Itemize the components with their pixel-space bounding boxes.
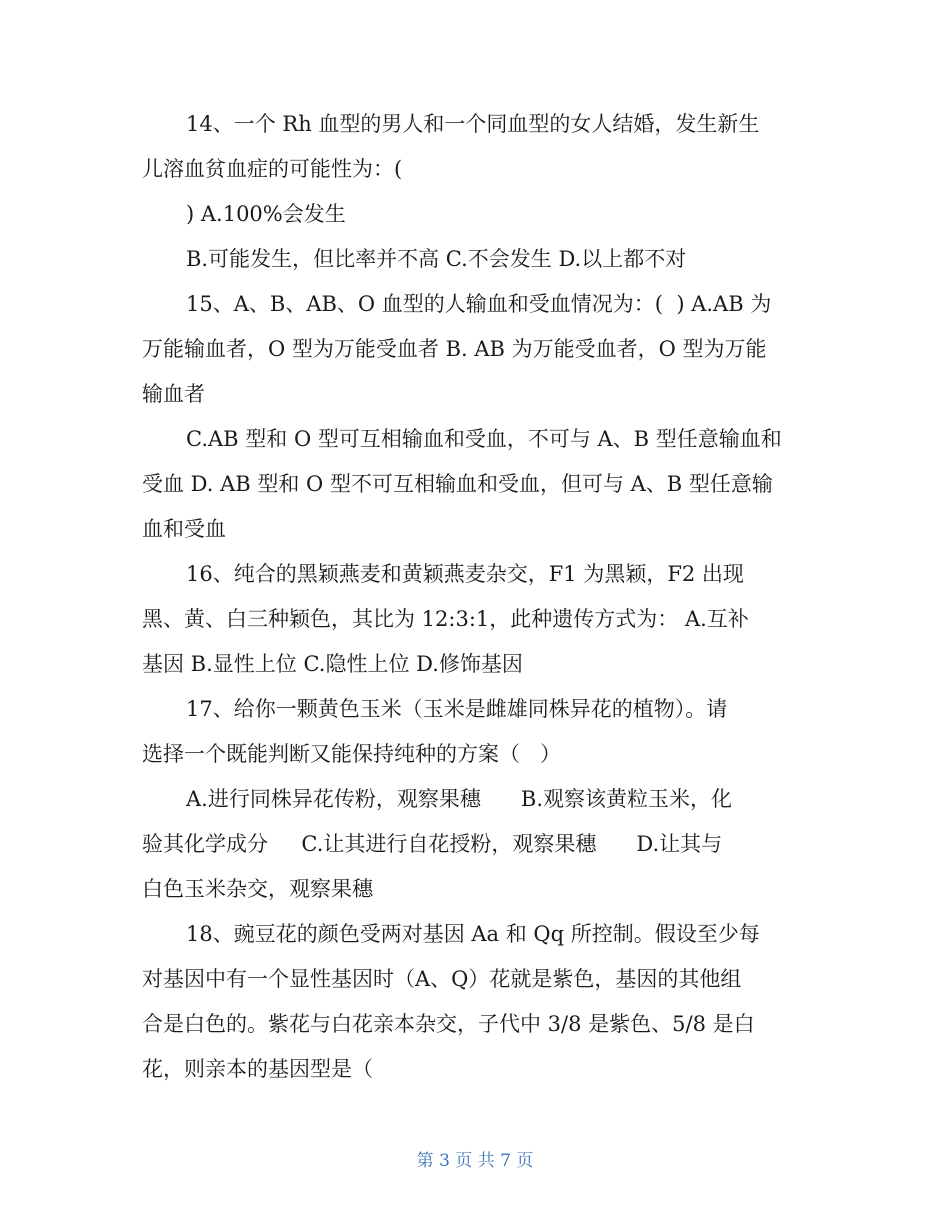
text-line: 验其化学成分 C.让其进行自花授粉，观察果穗 D.让其与 — [142, 832, 723, 856]
text-line: 18、豌豆花的颜色受两对基因 Aa 和 Qq 所控制。假设至少每 — [186, 922, 760, 946]
text-line: 万能输血者，O 型为万能受血者 B. AB 为万能受血者，O 型为万能 — [142, 337, 767, 361]
text-line: B.可能发生，但比率并不高 C.不会发生 D.以上都不对 — [186, 247, 687, 271]
text-line: 17、给你一颗黄色玉米（玉米是雌雄同株异花的植物）。请 — [186, 697, 728, 721]
text-line: 16、纯合的黑颖燕麦和黄颖燕麦杂交，F1 为黑颖，F2 出现 — [186, 562, 744, 586]
text-line: 选择一个既能判断又能保持纯种的方案（ ） — [142, 742, 562, 766]
text-line: 15、A、B、AB、O 血型的人输血和受血情况为：( ) A.AB 为 — [186, 292, 772, 316]
page-number-footer: 第 3 页 共 7 页 — [416, 1151, 534, 1171]
text-line: 合是白色的。紫花与白花亲本杂交，子代中 3/8 是紫色、5/8 是白 — [142, 1012, 755, 1036]
text-line: 受血 D. AB 型和 O 型不可互相输血和受血，但可与 A、B 型任意输 — [142, 472, 773, 496]
text-line: 输血者 — [142, 382, 205, 406]
text-line: 基因 B.显性上位 C.隐性上位 D.修饰基因 — [142, 652, 523, 676]
text-line: 血和受血 — [142, 517, 226, 541]
text-line: 黑、黄、白三种颖色，其比为 12:3:1，此种遗传方式为： A.互补 — [142, 607, 749, 631]
text-line: 儿溶血贫血症的可能性为：( — [142, 157, 403, 181]
text-line: A.进行同株异花传粉，观察果穗 B.观察该黄粒玉米，化 — [186, 787, 732, 811]
text-line: 花，则亲本的基因型是（ — [142, 1057, 373, 1081]
text-line: ) A.100%会发生 — [186, 202, 346, 226]
text-line: 白色玉米杂交，观察果穗 — [142, 877, 373, 901]
text-line: C.AB 型和 O 型可互相输血和受血，不可与 A、B 型任意输血和 — [186, 427, 782, 451]
text-line: 14、一个 Rh 血型的男人和一个同血型的女人结婚，发生新生 — [186, 112, 760, 136]
text-line: 对基因中有一个显性基因时（A、Q）花就是紫色，基因的其他组 — [142, 967, 742, 991]
